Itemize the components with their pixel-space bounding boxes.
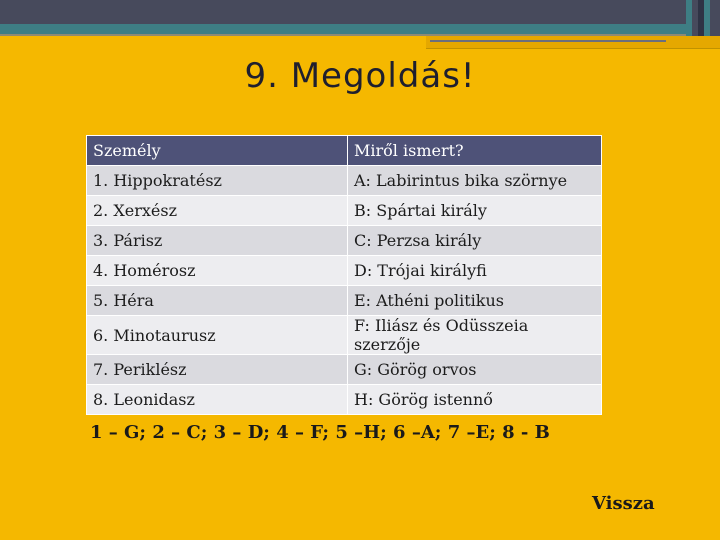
person-cell: 4. Homérosz [87, 256, 348, 286]
person-cell: 6. Minotaurusz [87, 316, 348, 355]
table-row [87, 196, 602, 226]
description-cell: H: Görög istennő [348, 385, 602, 415]
description-cell: F: Iliász és Odüsszeia szerzője [348, 316, 602, 355]
corner-decoration [686, 0, 720, 36]
person-cell: 8. Leonidasz [87, 385, 348, 415]
person-cell: 5. Héra [87, 286, 348, 316]
accent-line [430, 40, 666, 42]
description-cell: G: Görög orvos [348, 355, 602, 385]
table-row [87, 286, 602, 316]
description-cell: C: Perzsa király [348, 226, 602, 256]
person-cell: 2. Xerxész [87, 196, 348, 226]
table-row [87, 316, 602, 355]
table-row [87, 385, 602, 415]
top-bar [0, 0, 720, 24]
table-row [87, 226, 602, 256]
description-cell: E: Athéni politikus [348, 286, 602, 316]
table-row [87, 166, 602, 196]
table-row [87, 355, 602, 385]
matching-table [86, 135, 602, 415]
person-cell: 3. Párisz [87, 226, 348, 256]
table-row [87, 256, 602, 286]
header-person: Személy [87, 136, 348, 166]
back-link[interactable]: Vissza [592, 493, 655, 514]
solution-text: 1 – G; 2 – C; 3 – D; 4 – F; 5 –H; 6 –A; 7 –E; 8 - B [90, 422, 550, 443]
teal-stripe [0, 24, 720, 34]
person-cell: 1. Hippokratész [87, 166, 348, 196]
description-cell: A: Labirintus bika szörnye [348, 166, 602, 196]
person-cell: 7. Periklész [87, 355, 348, 385]
description-cell: D: Trójai királyfi [348, 256, 602, 286]
slide-title: 9. Megoldás! [244, 56, 476, 96]
header-known-for: Miről ismert? [348, 136, 602, 166]
table-header-row [87, 136, 602, 166]
accent-band [426, 36, 720, 49]
description-cell: B: Spártai király [348, 196, 602, 226]
